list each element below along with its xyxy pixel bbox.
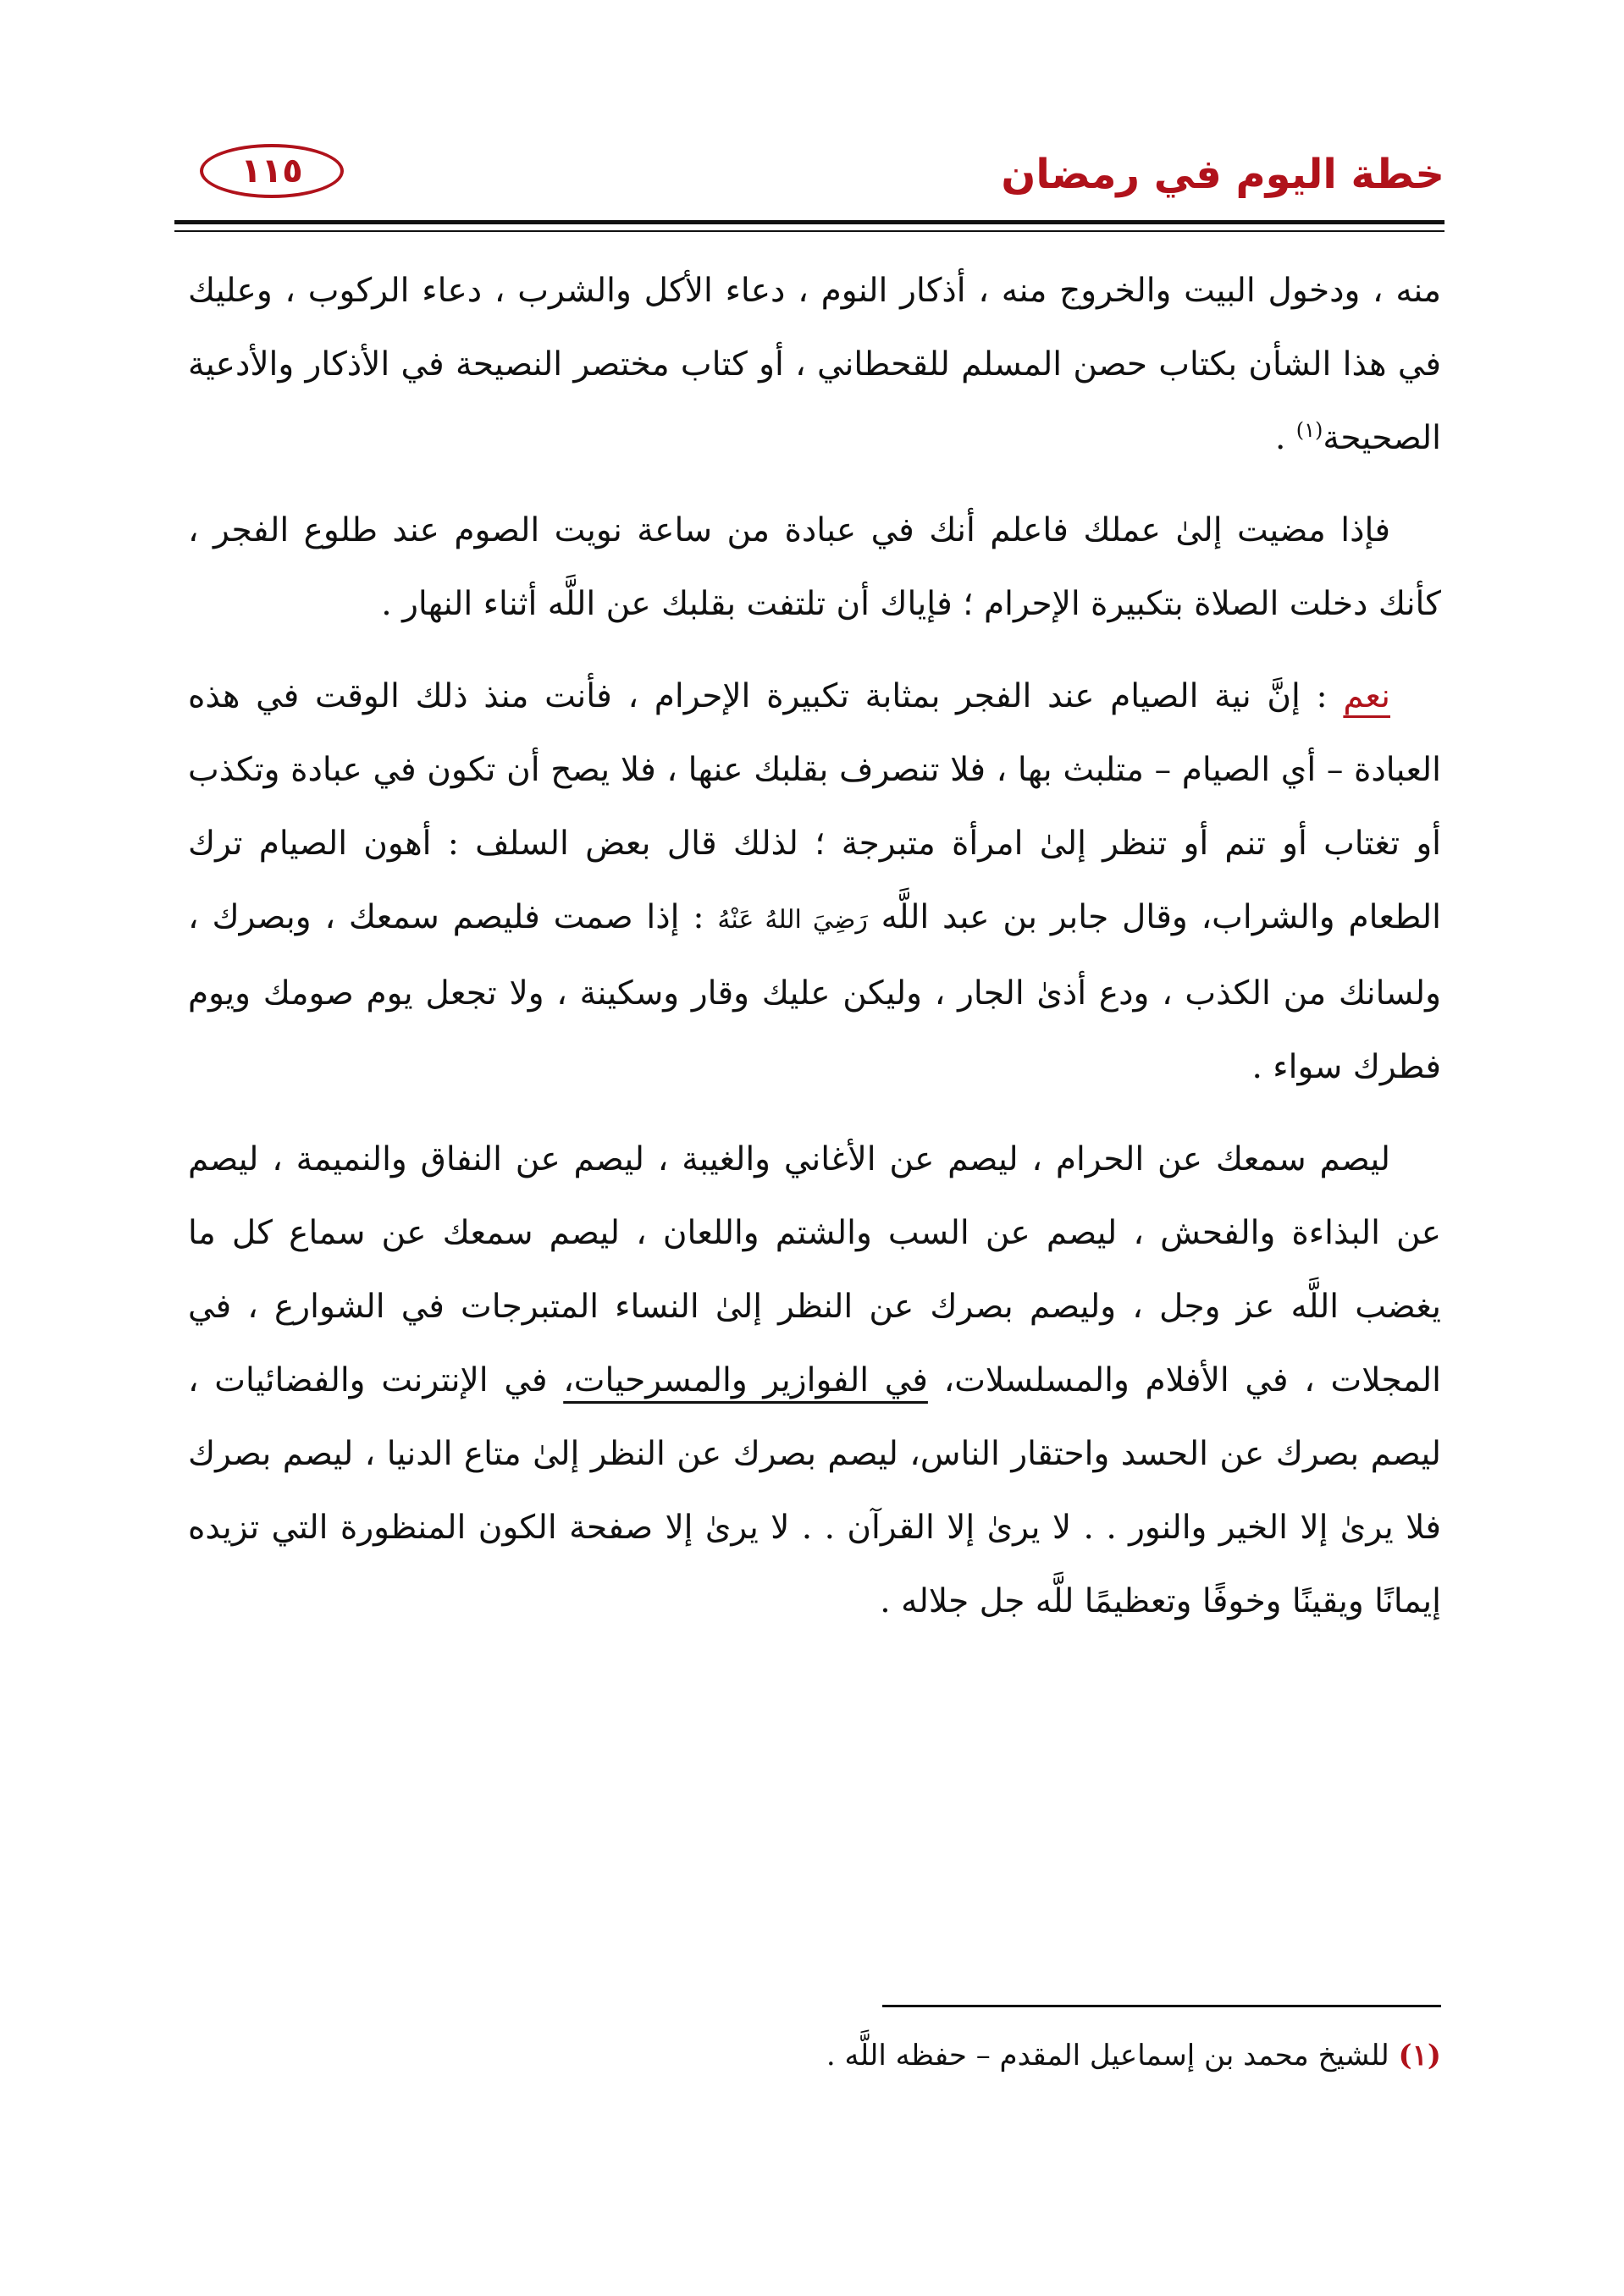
paragraph-4-text-b: في الإنترنت والفضائيات ، ليصم بصرك عن الحسد واحتقار الناس، ليصم بصرك عن النظر إلىٰ متاع الدنيا ، ليصم بصرك فلا يرىٰ إلا الخير والنور . . لا يرىٰ إلا القرآن . . لا يرىٰ إلا صفحة الكون المنظورة التي تزيده إيمانًا ويقينًا وخوفًا وتعظيمًا للَّه جل جلاله . — [188, 1361, 1441, 1620]
paragraph-1-text: منه ، ودخول البيت والخروج منه ، أذكار النوم ، دعاء الأكل والشرب ، دعاء الركوب ، وعليك في هذا الشأن بكتاب حصن المسلم للقحطاني ، أو كتاب مختصر النصيحة في الأذكار والأدعية الصحيحة — [188, 272, 1441, 457]
paragraph-3 — [188, 660, 1441, 1104]
header-rule-thin — [174, 230, 1444, 232]
paragraph-3-text-a: : إنَّ نية الصيام عند الفجر بمثابة تكبيرة الإحرام ، فأنت منذ ذلك الوقت في هذه العبادة – أي الصيام – متلبث بها ، فلا تنصرف بقلبك عنها ، فلا يصح أن تكون في عبادة وتكذب أو تغتاب أو تنم أو تنظر إلىٰ امرأة متبرجة ؛ لذلك قال بعض السلف : أهون الصيام ترك الطعام والشراب، وقال جابر بن عبد اللَّه — [188, 677, 1441, 936]
footnote-number: (١) — [1398, 2039, 1441, 2072]
paragraph-2 — [188, 494, 1441, 641]
footnote — [188, 2030, 1441, 2081]
page-number-oval — [200, 144, 344, 198]
header-rule-thick — [174, 220, 1444, 224]
paragraph-2-text: فإذا مضيت إلىٰ عملك فاعلم أنك في عبادة من ساعة نويت الصوم عند طلوع الفجر ، كأنك دخلت الصلاة بتكبيرة الإحرام ؛ فإياك أن تلتفت بقلبك عن اللَّه أثناء النهار . — [188, 511, 1441, 623]
footnote-separator — [882, 2005, 1441, 2007]
main-text — [188, 254, 1441, 1657]
page-header — [174, 127, 1444, 220]
highlighted-keyword: نعم — [1343, 677, 1390, 715]
running-title: خطة اليوم في رمضان — [1001, 151, 1444, 198]
honorific-glyph: رَضِيَ اللهُ عَنْهُ — [717, 905, 868, 935]
paragraph-1-end: . — [1274, 419, 1296, 457]
page-number: ١١٥ — [240, 152, 303, 190]
paragraph-4-text-a: ليصم سمعك عن الحرام ، ليصم عن الأغاني والغيبة ، ليصم عن النفاق والنميمة ، ليصم عن البذاءة والفحش ، ليصم عن السب والشتم واللعان ، ليصم سمعك عن سماع كل ما يغضب اللَّه عز وجل ، وليصم بصرك عن النظر إلىٰ النساء المتبرجات في الشوارع ، في المجلات ، في الأفلام والمسلسلات، — [188, 1140, 1441, 1399]
paragraph-1 — [188, 254, 1441, 475]
footnote-text: للشيخ محمد بن إسماعيل المقدم – حفظه اللَّه . — [826, 2039, 1399, 2072]
footnote-reference[interactable]: (١) — [1295, 418, 1323, 442]
underlined-phrase: في الفوازير والمسرحيات، — [563, 1361, 928, 1399]
paragraph-4 — [188, 1123, 1441, 1638]
paragraph-3-text-b: : إذا صمت فليصم سمعك ، وبصرك ، ولسانك من الكذب ، ودع أذىٰ الجار ، وليكن عليك وقار وسكينة ، ولا تجعل يوم صومك ويوم فطرك سواء . — [188, 898, 1441, 1086]
